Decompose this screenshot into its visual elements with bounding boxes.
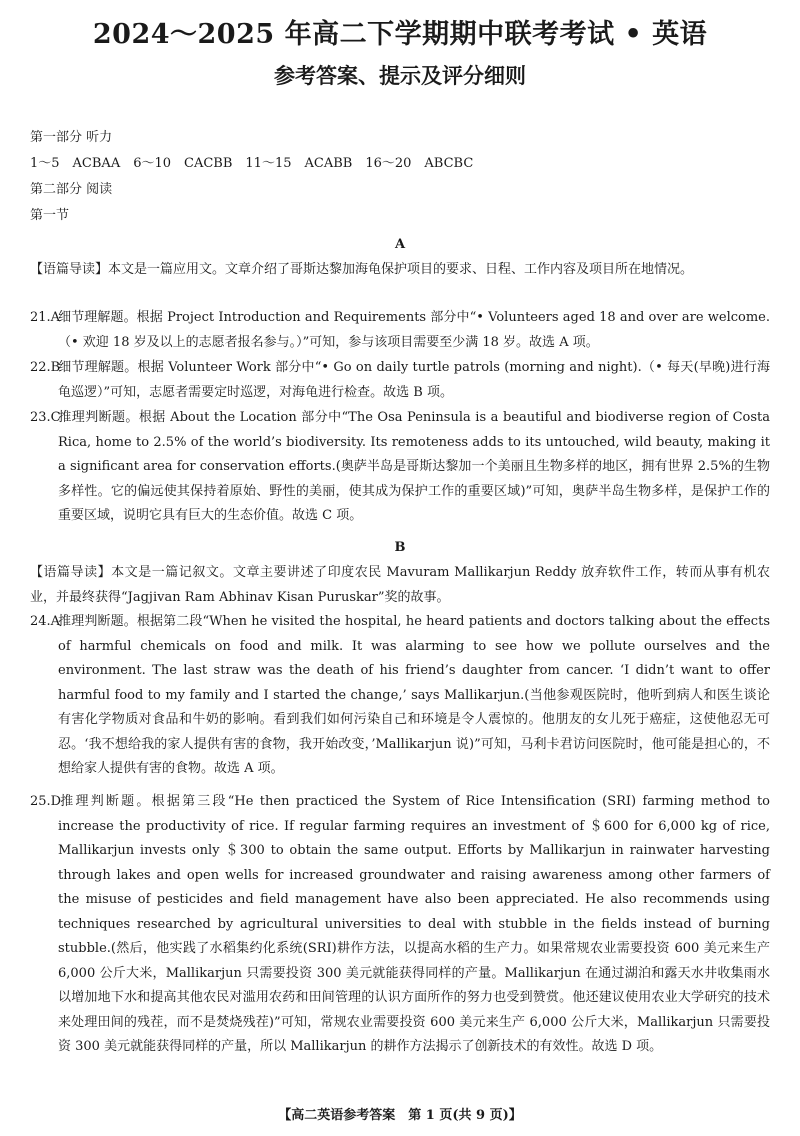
page-footer: 【高二英语参考答案 第 1 页(共 9 页)】 [278, 1108, 522, 1123]
answer-number: 24.A [30, 614, 61, 629]
answer-explanation: 细节理解题。根据 Volunteer Work 部分中“• Go on daily turtle patrols (morning and night).（• 每天(早晚)进行海龟巡逻）”可知，志愿者需要定时巡逻，对海龟进行检查。故选 B 项。 [58, 360, 770, 400]
listening-answers: 1～5 ACBAA 6～10 CACBB 11～15 ACABB 16～20 ABCBC [30, 156, 474, 171]
passage-b-intro: 【语篇导读】本文是一篇记叙文。文章主要讲述了印度农民 Mavuram Mallikarjun Reddy 放弃软件工作，转而从事有机农业，并最终获得“Jagjivan Ram Abhinav Kisan Puruskar”奖的故事。 [30, 565, 770, 605]
answer-item [30, 356, 770, 405]
part1-heading: 第一部分 听力 [30, 130, 113, 145]
answer-number: 25.D [30, 794, 62, 809]
section-heading: 第一节 [30, 208, 70, 223]
answer-item [30, 406, 770, 529]
answer-number: 21.A [30, 310, 61, 325]
answer-number: 23.C [30, 410, 61, 425]
page-title: 2024～2025 年高二下学期期中联考考试 • 英语 [92, 19, 708, 50]
passage-a-label: A [394, 237, 406, 252]
passage-a-intro: 【语篇导读】本文是一篇应用文。文章介绍了哥斯达黎加海龟保护项目的要求、日程、工作内容及项目所在地情况。 [30, 262, 694, 277]
answer-item [30, 790, 770, 1060]
answer-number: 22.B [30, 360, 61, 375]
passage-b-label: B [394, 540, 406, 555]
answer-explanation: 推理判断题。根据第三段“He then practiced the System of Rice Intensification (SRI) farming method to increase the productivity of rice. If regular farming requires an investment of ＄600 for 6,000 kg of rice, Mallikarjun invests only ＄300 to obtain the same output. Efforts by Mallikarjun in rainwater harvesting through lakes and open wells for increased groundwater and raising awareness among other farmers of the misuse of pesticides and field management have also been appreciated. He also recommends using techniques researched by agricultural universities to deal with stubble in the fields instead of burning stubble.(然后，他实践了水稻集约化系统(SRI)耕作方法，以提高水稻的生产力。如果常规农业需要投资 600 美元来生产 6,000 公斤大米，Mallikarjun 只需要投资 300 美元就能获得同样的产量。Mallikarjun 在通过湖泊和露天水井收集雨水以增加地下水和提高其他农民对滥用农药和田间管理的认识方面所作的努力也受到赞赏。他还建议使用农业大学研究的技术来处理田间的残茬，而不是焚烧残茬)”可知，常规农业需要投资 600 美元来生产 6,000 公斤大米，Mallikarjun 只需要投资 300 美元就能获得同样的产量，所以 Mallikarjun 的耕作方法揭示了创新技术的有效性。故选 D 项。 [58, 794, 770, 1054]
page-subtitle: 参考答案、提示及评分细则 [274, 63, 526, 88]
part2-heading: 第二部分 阅读 [30, 182, 113, 197]
answer-item [30, 610, 770, 782]
answer-explanation: 细节理解题。根据 Project Introduction and Requirements 部分中“• Volunteers aged 18 and over are welcome.（• 欢迎 18 岁及以上的志愿者报名参与。）”可知，参与该项目需要至少满 18 岁。故选 A 项。 [58, 310, 770, 350]
answer-explanation: 推理判断题。根据 About the Location 部分中“The Osa Peninsula is a beautiful and biodiverse region of Costa Rica, home to 2.5% of the world’s biodiversity. Its remoteness adds to its untouched, wild beauty, making it a significant area for conservation efforts.(奥萨半岛是哥斯达黎加一个美丽且生物多样的地区，拥有世界 2.5%的生物多样性。它的偏远使其保持着原始、野性的美丽，使其成为保护工作的重要区域)”可知，奥萨半岛生物多样，是保护工作的重要区域，说明它具有巨大的生态价值。故选 C 项。 [58, 410, 770, 523]
answer-item [30, 306, 770, 355]
answer-explanation: 推理判断题。根据第二段“When he visited the hospital, he heard patients and doctors talking about the effects of harmful chemicals on food and milk. It was alarming to see how we pollute ourselves and the environment. The last straw was the death of his friend’s daughter from cancer. ‘I didn’t want to offer harmful food to my family and I started the change,’ says Mallikarjun.(当他参观医院时，他听到病人和医生谈论有害化学物质对食品和牛奶的影响。看到我们如何污染自己和环境是令人震惊的。他朋友的女儿死于癌症，这使他忍无可忍。‘我不想给我的家人提供有害的食物，我开始改变，’Mallikarjun 说)”可知，马利卡君访问医院时，他可能是担心的，不想给家人提供有害的食物。故选 A 项。 [58, 614, 770, 776]
